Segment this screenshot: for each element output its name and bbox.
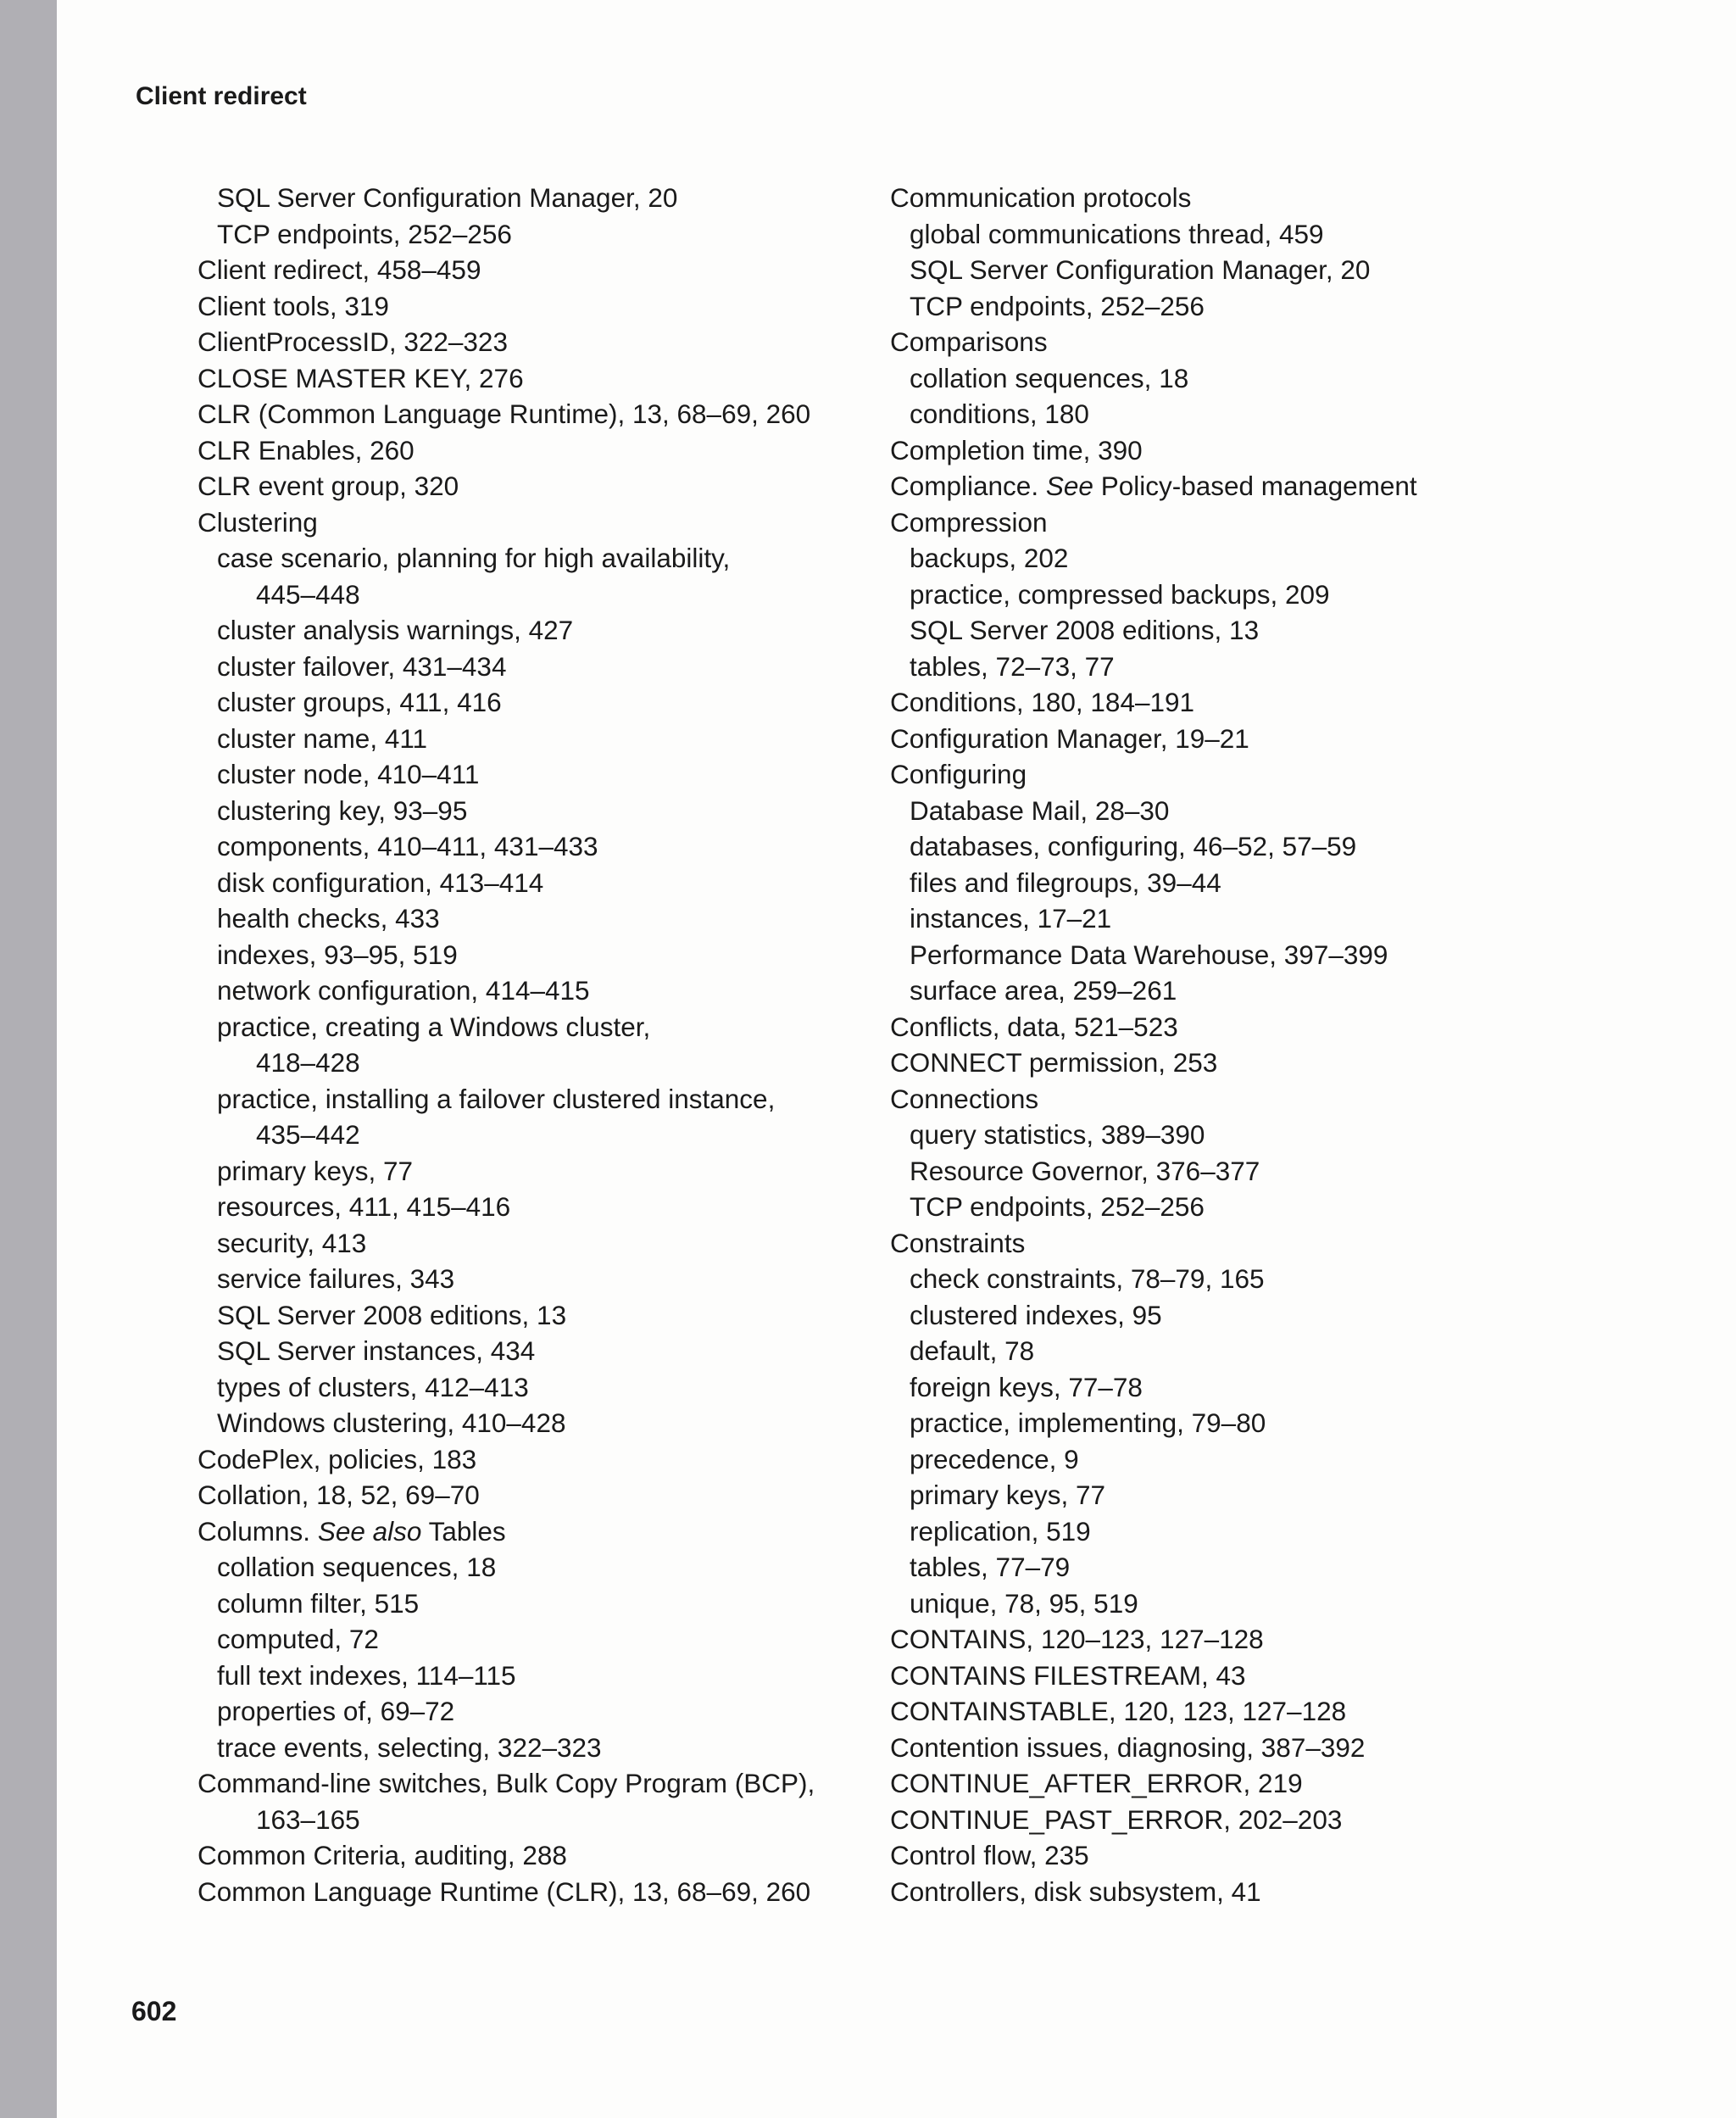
index-entry-text: SQL Server instances, 434	[217, 1335, 536, 1366]
index-subentry	[198, 1297, 910, 1334]
index-entry	[890, 432, 1602, 469]
index-subentry	[890, 288, 1602, 325]
index-entry-text: SQL Server Configuration Manager, 20	[217, 182, 678, 213]
index-subentry	[198, 1153, 910, 1190]
index-entry	[890, 1765, 1602, 1802]
index-subentry	[890, 937, 1602, 973]
index-subentry	[198, 1658, 910, 1694]
index-entry-text: Command-line switches, Bulk Copy Program (BCP),	[198, 1768, 815, 1798]
index-entry-text: CLR (Common Language Runtime), 13, 68–69, 260	[198, 399, 811, 429]
index-subentry	[198, 180, 910, 216]
index-entry-text: tables, 77–79	[910, 1552, 1071, 1582]
page-edge-bar	[0, 0, 57, 2118]
index-entry-text: CLR Enables, 260	[198, 434, 415, 465]
index-entry-text: global communications thread, 459	[910, 218, 1324, 249]
index-entry-text: 435–442	[256, 1119, 360, 1150]
index-entry-text: unique, 78, 95, 519	[910, 1587, 1138, 1619]
index-entry-text: conditions, 180	[910, 399, 1089, 429]
index-subentry	[890, 1405, 1602, 1441]
index-subentry	[198, 973, 910, 1009]
index-column-right	[890, 180, 1602, 1909]
index-entry-text: SQL Server 2008 editions, 13	[217, 1299, 567, 1330]
index-entry-text: SQL Server Configuration Manager, 20	[910, 254, 1371, 285]
index-subentry	[890, 612, 1602, 649]
index-entry	[198, 504, 910, 541]
index-entry-text: tables, 72–73, 77	[910, 650, 1115, 682]
index-entry-continuation	[198, 577, 910, 613]
index-entry-text: Resource Governor, 376–377	[910, 1155, 1260, 1186]
index-subentry	[198, 865, 910, 901]
index-entry-text: Comparisons	[890, 326, 1048, 357]
index-entry	[890, 180, 1602, 216]
index-entry	[890, 1874, 1602, 1910]
index-entry	[198, 1477, 910, 1513]
index-entry-text: trace events, selecting, 322–323	[217, 1731, 602, 1763]
index-entry-text: Contention issues, diagnosing, 387–392	[890, 1731, 1366, 1763]
index-subentry	[890, 1549, 1602, 1586]
index-subentry	[890, 649, 1602, 685]
index-entry-text: Configuring	[890, 759, 1027, 789]
index-entry-text: Communication protocols	[890, 182, 1192, 213]
index-subentry	[890, 1297, 1602, 1334]
index-subentry	[890, 1261, 1602, 1297]
index-entry-text: CLR event group, 320	[198, 471, 459, 501]
index-entry-text: properties of, 69–72	[217, 1696, 455, 1726]
index-entry-text: CLOSE MASTER KEY, 276	[198, 362, 524, 393]
index-entry-text: Compression	[890, 506, 1048, 538]
index-subentry	[890, 1513, 1602, 1550]
index-entry	[890, 756, 1602, 793]
index-subentry	[198, 1189, 910, 1225]
index-entry-text: files and filegroups, 39–44	[910, 867, 1221, 898]
index-entry-text: primary keys, 77	[217, 1155, 414, 1186]
index-entry	[198, 1765, 910, 1802]
index-entry	[198, 396, 910, 432]
index-entry-text: foreign keys, 77–78	[910, 1371, 1143, 1402]
index-entry	[198, 288, 910, 325]
index-entry-text: CONTINUE_AFTER_ERROR, 219	[890, 1768, 1303, 1798]
index-subentry	[890, 396, 1602, 432]
see-reference-target: Policy-based management	[1100, 471, 1417, 501]
index-subentry	[198, 612, 910, 649]
index-entry-text: check constraints, 78–79, 165	[910, 1263, 1265, 1294]
index-entry-text: CONTAINSTABLE, 120, 123, 127–128	[890, 1696, 1347, 1726]
page-number: 602	[131, 1996, 177, 2026]
index-entry	[890, 468, 1602, 504]
index-entry-text: cluster name, 411	[217, 722, 428, 754]
index-entry-text: Database Mail, 28–30	[910, 794, 1170, 826]
index-subentry	[890, 1333, 1602, 1369]
index-subentry	[890, 828, 1602, 865]
index-entry-text: Completion time, 390	[890, 434, 1143, 465]
index-entry	[890, 1837, 1602, 1874]
index-entry-text: Clustering	[198, 506, 318, 538]
index-entry-text: Performance Data Warehouse, 397–399	[910, 939, 1388, 970]
index-entry-text: clustered indexes, 95	[910, 1299, 1162, 1330]
index-entry-text: cluster failover, 431–434	[217, 650, 507, 682]
index-entry-text: query statistics, 389–390	[910, 1119, 1205, 1150]
see-reference-label: See	[1045, 471, 1093, 501]
index-entry	[198, 1874, 910, 1910]
index-subentry	[890, 540, 1602, 577]
index-entry-text: Conditions, 180, 184–191	[890, 687, 1195, 717]
index-entry-text: surface area, 259–261	[910, 975, 1177, 1006]
index-subentry	[198, 756, 910, 793]
index-entry	[890, 1081, 1602, 1118]
index-entry-text: Collation, 18, 52, 69–70	[198, 1480, 480, 1510]
index-subentry	[890, 793, 1602, 829]
index-entry-text: Columns.	[198, 1515, 311, 1547]
index-subentry	[890, 577, 1602, 613]
index-entry-text: health checks, 433	[217, 903, 440, 934]
index-entry-text: precedence, 9	[910, 1443, 1079, 1474]
index-entry	[890, 1225, 1602, 1262]
index-entry-text: security, 413	[217, 1227, 367, 1258]
index-subentry	[890, 1369, 1602, 1406]
index-entry-text: databases, configuring, 46–52, 57–59	[910, 831, 1357, 861]
index-subentry	[198, 1549, 910, 1586]
index-entry-text: default, 78	[910, 1335, 1035, 1366]
index-subentry	[198, 216, 910, 253]
index-column-left	[198, 180, 910, 1909]
index-entry	[890, 324, 1602, 360]
index-entry-text: TCP endpoints, 252–256	[910, 290, 1205, 321]
index-entry-text: Compliance.	[890, 471, 1039, 501]
index-subentry	[198, 1730, 910, 1766]
index-subentry	[198, 1405, 910, 1441]
index-subentry	[890, 1153, 1602, 1190]
index-subentry	[198, 793, 910, 829]
running-head: Client redirect	[136, 82, 307, 110]
index-subentry	[198, 1225, 910, 1262]
index-entry-text: resources, 411, 415–416	[217, 1191, 511, 1222]
index-subentry	[198, 1333, 910, 1369]
index-entry	[890, 1009, 1602, 1045]
index-entry	[198, 252, 910, 288]
index-entry-text: computed, 72	[217, 1624, 379, 1654]
index-entry-text: 418–428	[256, 1047, 360, 1078]
index-subentry	[198, 684, 910, 721]
index-entry-text: ClientProcessID, 322–323	[198, 326, 508, 357]
index-entry-text: primary keys, 77	[910, 1480, 1106, 1510]
index-entry-text: SQL Server 2008 editions, 13	[910, 615, 1260, 645]
index-entry-continuation	[198, 1045, 910, 1081]
index-entry-text: practice, implementing, 79–80	[910, 1407, 1266, 1438]
index-subentry	[890, 865, 1602, 901]
index-entry-text: clustering key, 93–95	[217, 794, 468, 826]
index-subentry	[198, 937, 910, 973]
index-entry-continuation	[198, 1802, 910, 1838]
index-entry	[890, 684, 1602, 721]
index-entry-text: Constraints	[890, 1227, 1026, 1258]
index-subentry	[198, 1261, 910, 1297]
see-reference-target: Tables	[428, 1515, 506, 1547]
index-subentry	[198, 649, 910, 685]
index-entry-continuation	[198, 1117, 910, 1153]
index-subentry	[198, 721, 910, 757]
index-entry-text: Client redirect, 458–459	[198, 254, 481, 285]
index-entry-text: cluster groups, 411, 416	[217, 687, 502, 717]
index-entry-text: Common Criteria, auditing, 288	[198, 1840, 567, 1870]
index-entry-text: collation sequences, 18	[217, 1552, 497, 1582]
index-subentry	[890, 1117, 1602, 1153]
index-entry-text: Windows clustering, 410–428	[217, 1407, 566, 1438]
index-subentry	[198, 1586, 910, 1622]
index-entry	[890, 1802, 1602, 1838]
index-subentry	[890, 252, 1602, 288]
index-entry-text: 445–448	[256, 578, 360, 610]
index-entry	[890, 1730, 1602, 1766]
index-entry-text: Controllers, disk subsystem, 41	[890, 1876, 1261, 1907]
index-subentry	[890, 216, 1602, 253]
index-entry-text: Configuration Manager, 19–21	[890, 722, 1249, 754]
index-subentry	[198, 900, 910, 937]
index-entry	[198, 360, 910, 397]
index-subentry	[890, 973, 1602, 1009]
index-entry-text: CodePlex, policies, 183	[198, 1443, 477, 1474]
index-subentry	[198, 828, 910, 865]
index-subentry	[890, 360, 1602, 397]
index-entry-text: case scenario, planning for high availability,	[217, 543, 731, 573]
index-entry-text: 163–165	[256, 1803, 360, 1835]
index-entry-text: types of clusters, 412–413	[217, 1371, 529, 1402]
index-entry	[198, 468, 910, 504]
index-entry-text: Conflicts, data, 521–523	[890, 1011, 1178, 1042]
index-entry-text: TCP endpoints, 252–256	[910, 1191, 1205, 1222]
index-entry	[198, 1837, 910, 1874]
index-entry-text: column filter, 515	[217, 1587, 420, 1619]
index-entry	[198, 324, 910, 360]
index-entry-text: Connections	[890, 1083, 1039, 1114]
index-entry-text: full text indexes, 114–115	[217, 1659, 516, 1691]
index-subentry	[198, 540, 910, 577]
index-subentry	[890, 1441, 1602, 1478]
index-entry-text: practice, installing a failover clustered instance,	[217, 1083, 776, 1114]
index-entry-text: Client tools, 319	[198, 290, 389, 321]
index-entry-text: practice, compressed backups, 209	[910, 578, 1330, 610]
index-entry-text: Common Language Runtime (CLR), 13, 68–69, 260	[198, 1876, 811, 1907]
index-entry-text: TCP endpoints, 252–256	[217, 218, 512, 249]
index-entry	[890, 504, 1602, 541]
index-entry-text: CONTAINS, 120–123, 127–128	[890, 1624, 1264, 1654]
index-entry-text: cluster node, 410–411	[217, 759, 480, 789]
index-entry-text: CONNECT permission, 253	[890, 1047, 1218, 1078]
index-entry	[198, 1513, 910, 1550]
index-entry	[890, 1658, 1602, 1694]
index-subentry	[198, 1009, 910, 1045]
index-entry	[890, 1621, 1602, 1658]
index-entry	[890, 1045, 1602, 1081]
index-entry-text: CONTAINS FILESTREAM, 43	[890, 1659, 1246, 1691]
index-entry-text: backups, 202	[910, 543, 1069, 573]
index-entry-text: Control flow, 235	[890, 1840, 1089, 1870]
index-entry-text: cluster analysis warnings, 427	[217, 615, 574, 645]
index-subentry	[890, 900, 1602, 937]
see-reference-label: See also	[317, 1515, 422, 1547]
index-subentry	[198, 1693, 910, 1730]
index-entry-text: disk configuration, 413–414	[217, 867, 544, 898]
index-subentry	[198, 1621, 910, 1658]
index-entry	[198, 432, 910, 469]
index-subentry	[198, 1369, 910, 1406]
index-entry	[890, 1693, 1602, 1730]
index-entry-text: service failures, 343	[217, 1263, 455, 1294]
index-entry-text: CONTINUE_PAST_ERROR, 202–203	[890, 1803, 1343, 1835]
index-subentry	[890, 1189, 1602, 1225]
index-entry	[890, 721, 1602, 757]
index-subentry	[890, 1586, 1602, 1622]
index-subentry	[198, 1081, 910, 1118]
index-entry-text: instances, 17–21	[910, 903, 1112, 934]
index-entry	[198, 1441, 910, 1478]
index-entry-text: indexes, 93–95, 519	[217, 939, 458, 970]
index-entry-text: collation sequences, 18	[910, 362, 1189, 393]
index-entry-text: components, 410–411, 431–433	[217, 831, 598, 861]
index-subentry	[890, 1477, 1602, 1513]
index-entry-text: practice, creating a Windows cluster,	[217, 1011, 651, 1042]
index-entry-text: network configuration, 414–415	[217, 975, 590, 1006]
index-entry-text: replication, 519	[910, 1515, 1091, 1547]
